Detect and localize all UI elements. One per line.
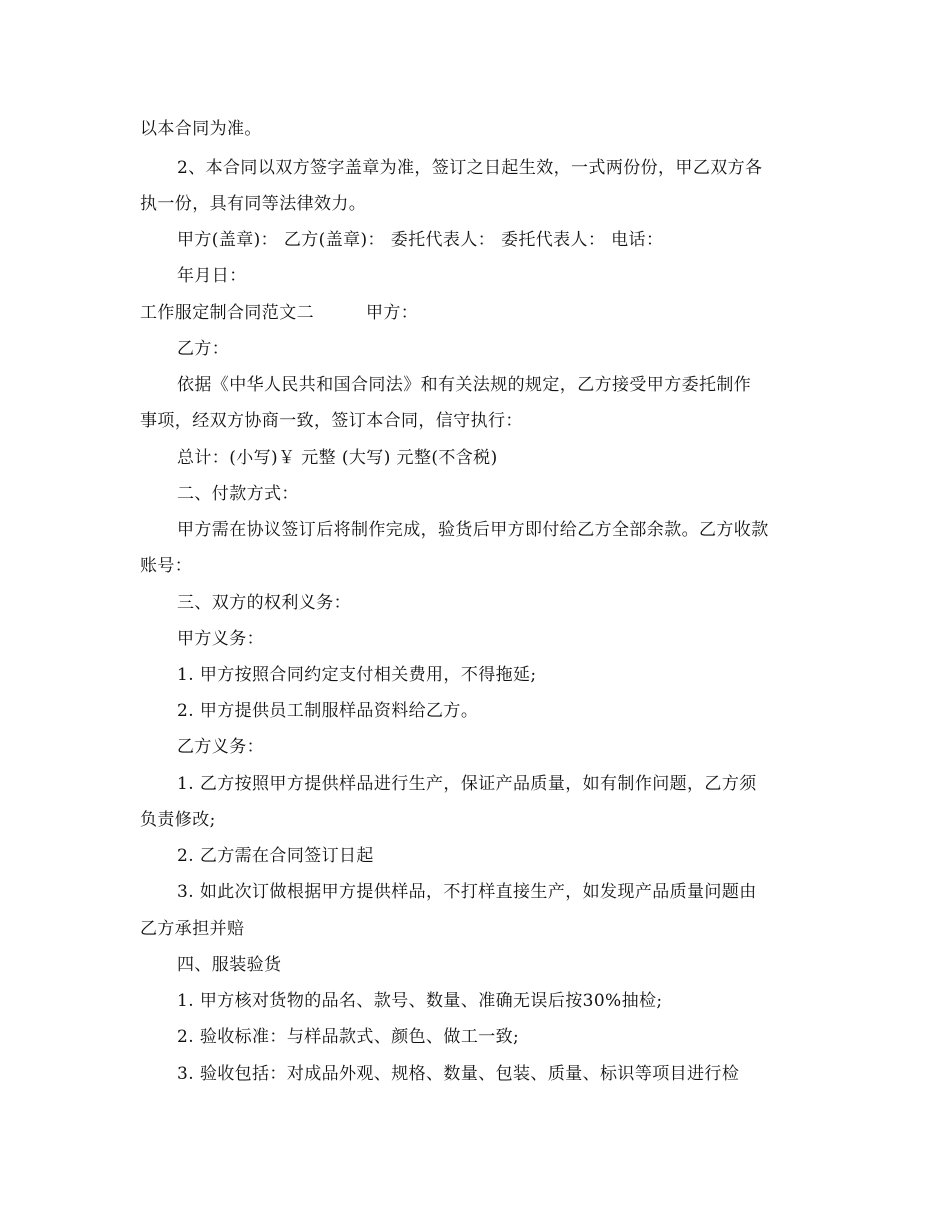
text-line: 账号： <box>140 556 193 576</box>
list-item: 3. 验收包括：对成品外观、规格、数量、包装、质量、标识等项目进行检 <box>177 1064 740 1084</box>
list-item: 2. 甲方提供员工制服样品资料给乙方。 <box>177 701 479 721</box>
list-item: 1. 甲方按照合同约定支付相关费用，不得拖延; <box>177 665 537 685</box>
sub-heading: 甲方义务： <box>177 629 264 649</box>
text-line: 负责修改; <box>140 810 216 830</box>
section-heading: 二、付款方式： <box>177 484 299 504</box>
list-item: 2. 验收标准：与样品款式、颜色、做工一致; <box>177 1027 520 1047</box>
list-item: 3. 如此次订做根据甲方提供样品，不打样直接生产，如发现产品质量问题由 <box>177 882 757 902</box>
text-line: 事项，经双方协商一致，签订本合同，信守执行： <box>140 411 523 431</box>
section-title: 工作服定制合同范文二 <box>140 303 314 323</box>
list-item: 1. 乙方按照甲方提供样品进行生产，保证产品质量，如有制作问题，乙方须 <box>177 774 757 794</box>
text-line: 乙方承担并赔 <box>140 919 245 939</box>
text-line: 2、本合同以双方签字盖章为准，签订之日起生效，一式两份份，甲乙双方各 <box>177 158 763 178</box>
signature-line: 甲方(盖章)： 乙方(盖章)： 委托代表人： 委托代表人： 电话： <box>177 230 664 250</box>
section-heading: 四、服装验货 <box>177 955 282 975</box>
list-item: 2. 乙方需在合同签订日起 <box>177 846 374 866</box>
date-line: 年月日： <box>177 266 247 286</box>
sub-heading: 乙方义务： <box>177 737 264 757</box>
text-line: 以本合同为准。 <box>140 119 262 139</box>
section-heading: 三、双方的权利义务： <box>177 593 351 613</box>
text-line: 执一份，具有同等法律效力。 <box>140 194 367 214</box>
text-line: 依据《中华人民共和国合同法》和有关法规的规定，乙方接受甲方委托制作 <box>177 375 752 395</box>
text-line: 甲方需在协议签订后将制作完成，验货后甲方即付给乙方全部余款。乙方收款 <box>177 520 769 540</box>
party-b-label: 乙方： <box>177 339 230 359</box>
list-item: 1. 甲方核对货物的品名、款号、数量、准确无误后按30%抽检; <box>177 991 663 1011</box>
party-a-label: 甲方： <box>366 303 419 323</box>
total-line: 总计：(小写)￥ 元整 (大写) 元整(不含税) <box>177 448 498 468</box>
